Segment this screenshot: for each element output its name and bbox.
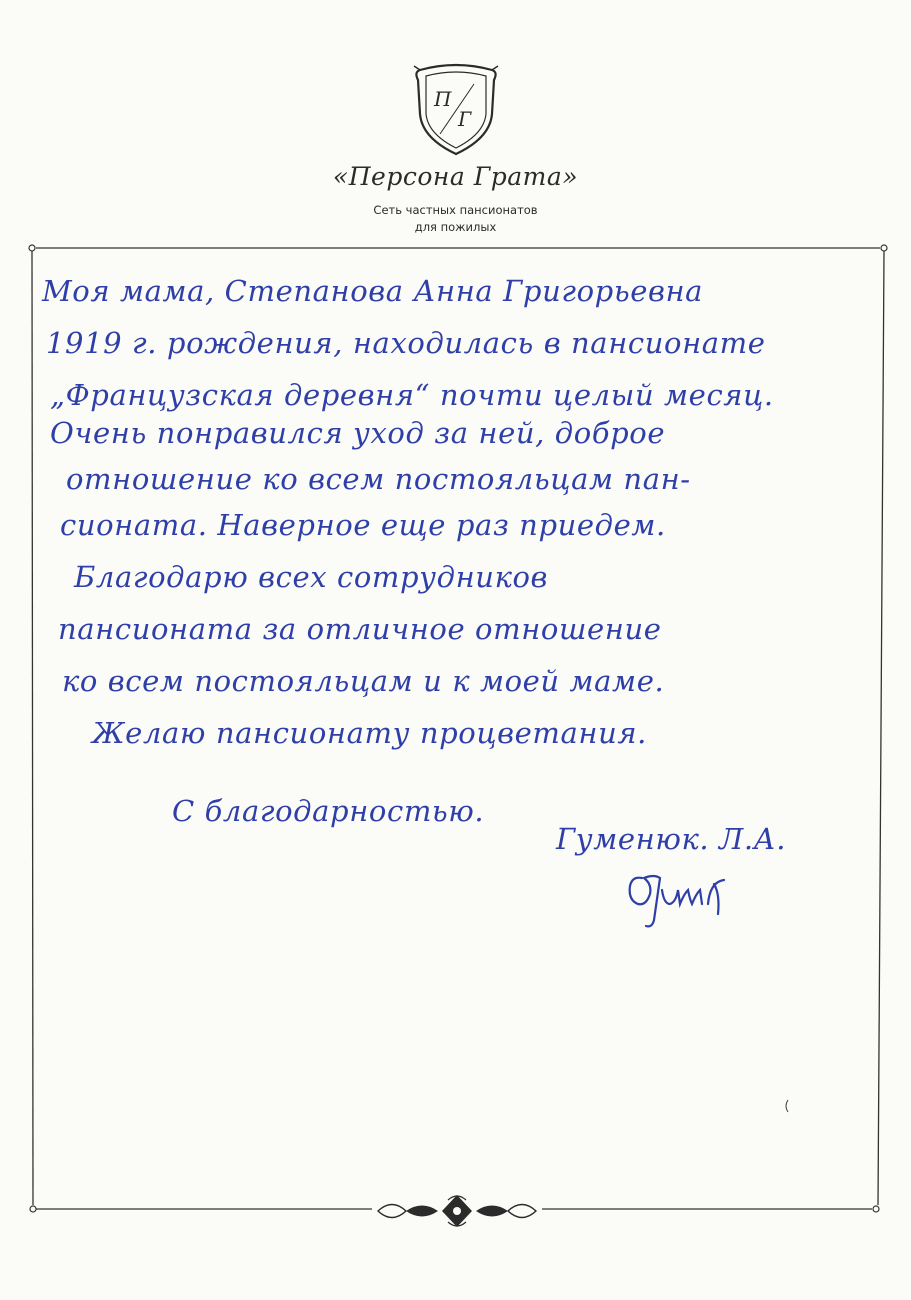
- signature-scribble-icon: [624, 864, 734, 934]
- tagline-line-1: Сеть частных пансионатов: [373, 203, 538, 217]
- tagline: [0, 202, 911, 236]
- letter-line: Моя мама, Степанова Анна Григорьевна: [42, 274, 704, 308]
- tagline-line-2: для пожилых: [414, 220, 497, 234]
- letter-closing: С благодарностью.: [172, 794, 485, 828]
- letter-line: ко всем постояльцам и к моей маме.: [62, 664, 665, 698]
- crest-monogram: П: [434, 87, 452, 111]
- crest-logo: [412, 62, 500, 158]
- letter-line: Очень понравился уход за ней, доброе: [50, 416, 666, 450]
- letter-line: отношение ко всем постояльцам пан-: [66, 462, 691, 496]
- letter-line: Желаю пансионату процветания.: [92, 716, 647, 750]
- letter-line: сионата. Наверное еще раз приедем.: [60, 508, 666, 542]
- letter-line: „Французская деревня“ почти целый месяц.: [50, 378, 774, 412]
- signer-name: Гуменюк. Л.А.: [556, 822, 787, 856]
- letter-line: Благодарю всех сотрудников: [74, 560, 549, 594]
- letter-line: 1919 г. рождения, находилась в пансионате: [46, 326, 766, 360]
- ornament-divider-icon: [372, 1190, 542, 1232]
- letter-line: пансионата за отличное отношение: [58, 612, 662, 646]
- brand-name: «Персона Грата»: [332, 162, 579, 191]
- svg-text:Г: Г: [458, 107, 472, 131]
